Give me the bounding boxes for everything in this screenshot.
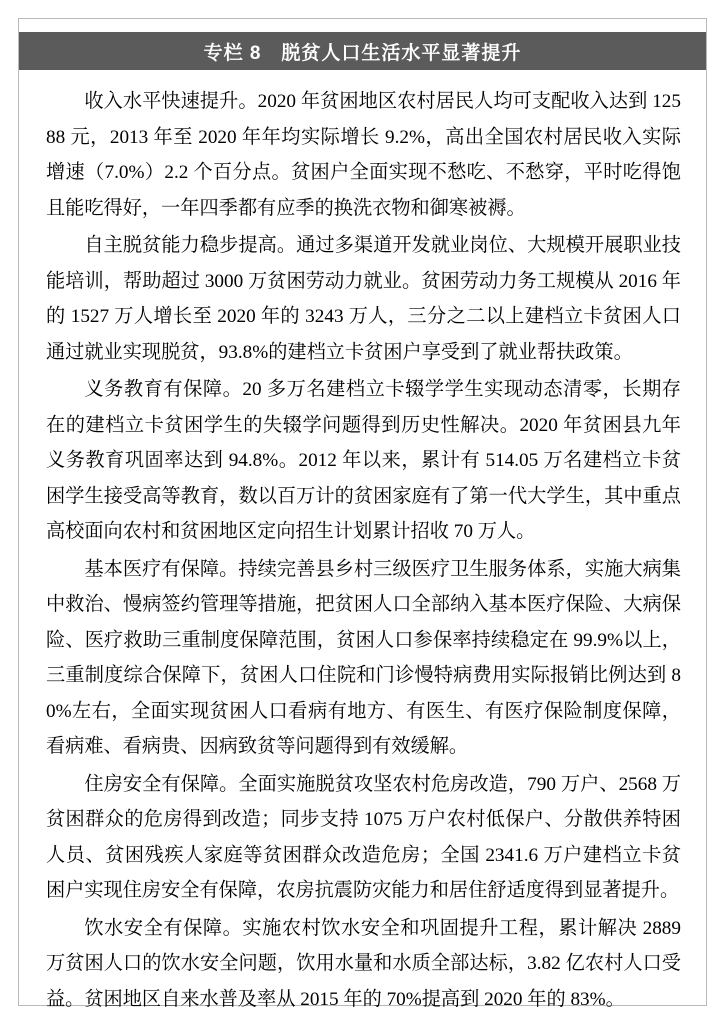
paragraph-healthcare: 基本医疗有保障。持续完善县乡村三级医疗卫生服务体系，实施大病集中救治、慢病签约管理等措施，把贫困人口全部纳入基本医疗保险、大病保险、医疗救助三重制度保障范围，贫困人口参保率持续稳定在 99.9%以上，三重制度综合保障下，贫困人口住院和门诊慢特病费用实际报销比例达到 80%左右，全面实现贫困人口看病有地方、有医生、有医疗保险制度保障，看病难、看病贵、因病致贫等问题得到有效缓解。	[46, 558, 681, 757]
paragraph-drinking-water: 饮水安全有保障。实施农村饮水安全和巩固提升工程，累计解决 2889 万贫困人口的饮水安全问题，饮用水量和水质全部达标，3.82 亿农村人口受益。贫困地区自来水普及率从 2015 年的 70%提高到 2020 年的 83%。	[46, 917, 681, 1010]
box-title-bar	[19, 32, 706, 70]
paragraph-housing: 住房安全有保障。全面实施脱贫攻坚农村危房改造，790 万户、2568 万贫困群众的危房得到改造；同步支持 1075 万户农村低保户、分散供养特困人员、贫困残疾人家庭等贫困群众改造危房；全国 2341.6 万户建档立卡贫困户实现住房安全有保障，农房抗震防灾能力和居住舒适度得到显著提升。	[46, 773, 681, 901]
paragraph-education: 义务教育有保障。20 多万名建档立卡辍学学生实现动态清零，长期存在的建档立卡贫困学生的失辍学问题得到历史性解决。2020 年贫困县九年义务教育巩固率达到 94.8%。2012 年以来，累计有 514.05 万名建档立卡贫困学生接受高等教育，数以百万计的贫困家庭有了第一代大学生，其中重点高校面向农村和贫困地区定向招生计划累计招收 70 万人。	[46, 379, 681, 542]
box-body	[46, 84, 681, 1019]
box-title: 专栏 8 脱贫人口生活水平显著提升	[203, 42, 522, 64]
paragraph-income: 收入水平快速提升。2020 年贫困地区农村居民人均可支配收入达到 12588 元，2013 年至 2020 年年均实际增长 9.2%，高出全国农村居民收入实际增速（7.0%）2.2 个百分点。贫困户全面实现不愁吃、不愁穿，平时吃得饱且能吃得好，一年四季都有应季的换洗衣物和御寒被褥。	[46, 91, 681, 219]
paragraph-employment: 自主脱贫能力稳步提高。通过多渠道开发就业岗位、大规模开展职业技能培训，帮助超过 3000 万贫困劳动力就业。贫困劳动力务工规模从 2016 年的 1527 万人增长至 2020 年的 3243 万人，三分之二以上建档立卡贫困人口通过就业实现脱贫，93.8%的建档立卡贫困户享受到了就业帮扶政策。	[46, 235, 681, 363]
